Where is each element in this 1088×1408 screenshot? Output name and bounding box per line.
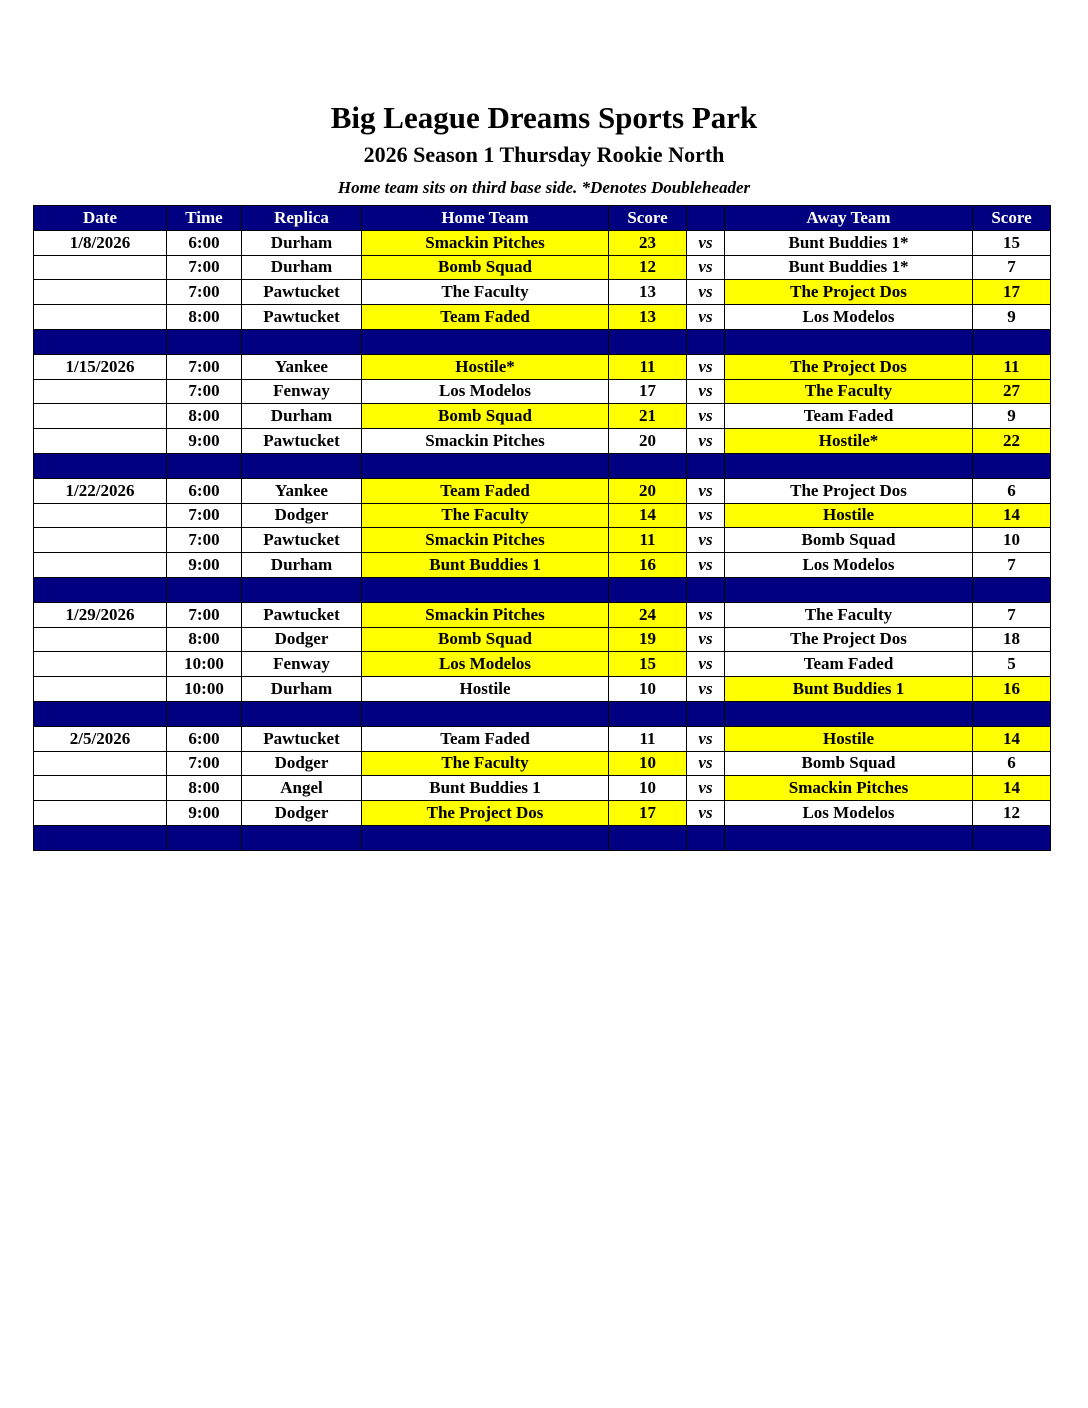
away-team-cell: Bomb Squad bbox=[725, 528, 973, 553]
table-row bbox=[34, 751, 1051, 776]
vs-cell: vs bbox=[687, 255, 725, 280]
home-team-cell: The Project Dos bbox=[362, 801, 609, 826]
vs-cell: vs bbox=[687, 230, 725, 255]
time-cell: 10:00 bbox=[167, 677, 242, 702]
table-row bbox=[34, 230, 1051, 255]
replica-field-cell: Fenway bbox=[242, 379, 362, 404]
away-team-cell: The Project Dos bbox=[725, 478, 973, 503]
separator-cell bbox=[362, 701, 609, 726]
replica-field-cell: Pawtucket bbox=[242, 280, 362, 305]
home-team-cell: Team Faded bbox=[362, 478, 609, 503]
away-score-cell: 7 bbox=[973, 553, 1051, 578]
week-separator-row bbox=[34, 577, 1051, 602]
table-row bbox=[34, 404, 1051, 429]
home-score-cell: 11 bbox=[609, 528, 687, 553]
date-cell bbox=[34, 528, 167, 553]
home-team-cell: Smackin Pitches bbox=[362, 429, 609, 454]
separator-cell bbox=[687, 825, 725, 850]
column-header-time: Time bbox=[167, 206, 242, 231]
away-score-cell: 27 bbox=[973, 379, 1051, 404]
date-cell bbox=[34, 503, 167, 528]
separator-cell bbox=[242, 825, 362, 850]
vs-cell: vs bbox=[687, 627, 725, 652]
time-cell: 6:00 bbox=[167, 726, 242, 751]
home-team-cell: Bomb Squad bbox=[362, 255, 609, 280]
column-header-vs bbox=[687, 206, 725, 231]
table-row bbox=[34, 379, 1051, 404]
home-team-cell: Team Faded bbox=[362, 726, 609, 751]
vs-cell: vs bbox=[687, 379, 725, 404]
vs-cell: vs bbox=[687, 354, 725, 379]
date-cell: 1/15/2026 bbox=[34, 354, 167, 379]
column-header-home-score: Score bbox=[609, 206, 687, 231]
separator-cell bbox=[725, 577, 973, 602]
time-cell: 6:00 bbox=[167, 478, 242, 503]
vs-cell: vs bbox=[687, 652, 725, 677]
home-score-cell: 13 bbox=[609, 305, 687, 330]
vs-cell: vs bbox=[687, 404, 725, 429]
separator-cell bbox=[362, 577, 609, 602]
home-team-cell: Smackin Pitches bbox=[362, 602, 609, 627]
away-score-cell: 10 bbox=[973, 528, 1051, 553]
separator-cell bbox=[362, 825, 609, 850]
replica-field-cell: Pawtucket bbox=[242, 726, 362, 751]
separator-cell bbox=[609, 701, 687, 726]
table-row bbox=[34, 354, 1051, 379]
column-header-replica: Replica bbox=[242, 206, 362, 231]
replica-field-cell: Pawtucket bbox=[242, 305, 362, 330]
separator-cell bbox=[609, 453, 687, 478]
home-team-cell: Bunt Buddies 1 bbox=[362, 776, 609, 801]
schedule-table bbox=[33, 205, 1051, 851]
away-team-cell: The Project Dos bbox=[725, 354, 973, 379]
table-row bbox=[34, 429, 1051, 454]
home-score-cell: 21 bbox=[609, 404, 687, 429]
away-team-cell: Los Modelos bbox=[725, 553, 973, 578]
away-score-cell: 16 bbox=[973, 677, 1051, 702]
away-score-cell: 14 bbox=[973, 776, 1051, 801]
away-team-cell: Bomb Squad bbox=[725, 751, 973, 776]
replica-field-cell: Dodger bbox=[242, 751, 362, 776]
replica-field-cell: Dodger bbox=[242, 801, 362, 826]
page-subtitle: 2026 Season 1 Thursday Rookie North bbox=[363, 142, 725, 167]
vs-cell: vs bbox=[687, 776, 725, 801]
vs-cell: vs bbox=[687, 429, 725, 454]
separator-cell bbox=[973, 825, 1051, 850]
replica-field-cell: Fenway bbox=[242, 652, 362, 677]
away-score-cell: 18 bbox=[973, 627, 1051, 652]
replica-field-cell: Durham bbox=[242, 553, 362, 578]
away-score-cell: 17 bbox=[973, 280, 1051, 305]
separator-cell bbox=[725, 453, 973, 478]
separator-cell bbox=[34, 453, 167, 478]
away-team-cell: Hostile bbox=[725, 726, 973, 751]
home-team-cell: Team Faded bbox=[362, 305, 609, 330]
home-score-cell: 11 bbox=[609, 726, 687, 751]
table-row bbox=[34, 503, 1051, 528]
separator-cell bbox=[362, 329, 609, 354]
separator-cell bbox=[362, 453, 609, 478]
away-score-cell: 22 bbox=[973, 429, 1051, 454]
table-row bbox=[34, 528, 1051, 553]
home-score-cell: 10 bbox=[609, 677, 687, 702]
home-score-cell: 10 bbox=[609, 776, 687, 801]
away-team-cell: Team Faded bbox=[725, 652, 973, 677]
column-header-home-team: Home Team bbox=[362, 206, 609, 231]
vs-cell: vs bbox=[687, 478, 725, 503]
away-team-cell: Team Faded bbox=[725, 404, 973, 429]
time-cell: 7:00 bbox=[167, 503, 242, 528]
away-score-cell: 7 bbox=[973, 255, 1051, 280]
home-score-cell: 17 bbox=[609, 801, 687, 826]
vs-cell: vs bbox=[687, 801, 725, 826]
time-cell: 9:00 bbox=[167, 553, 242, 578]
column-header-date: Date bbox=[34, 206, 167, 231]
week-separator-row bbox=[34, 701, 1051, 726]
separator-cell bbox=[34, 577, 167, 602]
date-cell: 2/5/2026 bbox=[34, 726, 167, 751]
replica-field-cell: Yankee bbox=[242, 354, 362, 379]
time-cell: 7:00 bbox=[167, 528, 242, 553]
replica-field-cell: Dodger bbox=[242, 503, 362, 528]
date-cell bbox=[34, 280, 167, 305]
separator-cell bbox=[725, 701, 973, 726]
separator-cell bbox=[609, 329, 687, 354]
home-score-cell: 17 bbox=[609, 379, 687, 404]
home-score-cell: 12 bbox=[609, 255, 687, 280]
vs-cell: vs bbox=[687, 602, 725, 627]
date-cell bbox=[34, 801, 167, 826]
schedule-body bbox=[34, 230, 1051, 850]
time-cell: 7:00 bbox=[167, 379, 242, 404]
separator-cell bbox=[167, 701, 242, 726]
time-cell: 10:00 bbox=[167, 652, 242, 677]
home-team-cell: Smackin Pitches bbox=[362, 528, 609, 553]
home-team-cell: Bunt Buddies 1 bbox=[362, 553, 609, 578]
home-score-cell: 20 bbox=[609, 429, 687, 454]
home-team-cell: Los Modelos bbox=[362, 652, 609, 677]
time-cell: 7:00 bbox=[167, 255, 242, 280]
separator-cell bbox=[34, 329, 167, 354]
page-title: Big League Dreams Sports Park bbox=[330, 100, 758, 135]
away-team-cell: Hostile bbox=[725, 503, 973, 528]
separator-cell bbox=[609, 577, 687, 602]
separator-cell bbox=[687, 329, 725, 354]
replica-field-cell: Durham bbox=[242, 404, 362, 429]
table-row bbox=[34, 553, 1051, 578]
home-team-cell: Smackin Pitches bbox=[362, 230, 609, 255]
separator-cell bbox=[167, 825, 242, 850]
home-score-cell: 23 bbox=[609, 230, 687, 255]
home-team-cell: Hostile bbox=[362, 677, 609, 702]
away-team-cell: Bunt Buddies 1 bbox=[725, 677, 973, 702]
vs-cell: vs bbox=[687, 553, 725, 578]
away-score-cell: 9 bbox=[973, 404, 1051, 429]
date-cell bbox=[34, 776, 167, 801]
separator-cell bbox=[687, 577, 725, 602]
table-row bbox=[34, 280, 1051, 305]
replica-field-cell: Pawtucket bbox=[242, 528, 362, 553]
header-row bbox=[34, 206, 1051, 231]
table-row bbox=[34, 776, 1051, 801]
away-team-cell: Bunt Buddies 1* bbox=[725, 230, 973, 255]
home-team-cell: Hostile* bbox=[362, 354, 609, 379]
time-cell: 7:00 bbox=[167, 280, 242, 305]
home-score-cell: 11 bbox=[609, 354, 687, 379]
date-cell bbox=[34, 379, 167, 404]
separator-cell bbox=[34, 701, 167, 726]
date-cell bbox=[34, 652, 167, 677]
vs-cell: vs bbox=[687, 280, 725, 305]
separator-cell bbox=[973, 453, 1051, 478]
away-team-cell: Los Modelos bbox=[725, 801, 973, 826]
away-team-cell: The Faculty bbox=[725, 379, 973, 404]
time-cell: 8:00 bbox=[167, 776, 242, 801]
separator-cell bbox=[609, 825, 687, 850]
week-separator-row bbox=[34, 453, 1051, 478]
separator-cell bbox=[242, 701, 362, 726]
separator-cell bbox=[242, 577, 362, 602]
vs-cell: vs bbox=[687, 305, 725, 330]
away-team-cell: The Faculty bbox=[725, 602, 973, 627]
table-row bbox=[34, 627, 1051, 652]
time-cell: 8:00 bbox=[167, 627, 242, 652]
away-score-cell: 15 bbox=[973, 230, 1051, 255]
date-cell bbox=[34, 429, 167, 454]
separator-cell bbox=[725, 329, 973, 354]
replica-field-cell: Yankee bbox=[242, 478, 362, 503]
date-cell bbox=[34, 553, 167, 578]
separator-cell bbox=[687, 701, 725, 726]
home-team-cell: The Faculty bbox=[362, 751, 609, 776]
separator-cell bbox=[725, 825, 973, 850]
separator-cell bbox=[167, 329, 242, 354]
home-team-cell: The Faculty bbox=[362, 503, 609, 528]
table-row bbox=[34, 478, 1051, 503]
away-score-cell: 11 bbox=[973, 354, 1051, 379]
separator-cell bbox=[34, 825, 167, 850]
replica-field-cell: Pawtucket bbox=[242, 602, 362, 627]
away-score-cell: 14 bbox=[973, 726, 1051, 751]
date-cell bbox=[34, 404, 167, 429]
away-team-cell: The Project Dos bbox=[725, 280, 973, 305]
away-team-cell: Hostile* bbox=[725, 429, 973, 454]
table-row bbox=[34, 305, 1051, 330]
separator-cell bbox=[973, 701, 1051, 726]
away-score-cell: 5 bbox=[973, 652, 1051, 677]
separator-cell bbox=[687, 453, 725, 478]
date-cell: 1/22/2026 bbox=[34, 478, 167, 503]
time-cell: 9:00 bbox=[167, 801, 242, 826]
separator-cell bbox=[242, 453, 362, 478]
away-team-cell: Smackin Pitches bbox=[725, 776, 973, 801]
date-cell bbox=[34, 627, 167, 652]
home-team-cell: Los Modelos bbox=[362, 379, 609, 404]
time-cell: 9:00 bbox=[167, 429, 242, 454]
away-score-cell: 9 bbox=[973, 305, 1051, 330]
away-score-cell: 7 bbox=[973, 602, 1051, 627]
column-header-away-team: Away Team bbox=[725, 206, 973, 231]
away-team-cell: Bunt Buddies 1* bbox=[725, 255, 973, 280]
away-score-cell: 12 bbox=[973, 801, 1051, 826]
time-cell: 8:00 bbox=[167, 305, 242, 330]
replica-field-cell: Dodger bbox=[242, 627, 362, 652]
table-row bbox=[34, 602, 1051, 627]
home-score-cell: 13 bbox=[609, 280, 687, 305]
replica-field-cell: Angel bbox=[242, 776, 362, 801]
date-cell bbox=[34, 305, 167, 330]
table-row bbox=[34, 801, 1051, 826]
home-score-cell: 16 bbox=[609, 553, 687, 578]
schedule-note: Home team sits on third base side. *Denotes Doubleheader bbox=[337, 178, 751, 197]
vs-cell: vs bbox=[687, 503, 725, 528]
date-cell bbox=[34, 751, 167, 776]
table-row bbox=[34, 677, 1051, 702]
home-score-cell: 24 bbox=[609, 602, 687, 627]
replica-field-cell: Pawtucket bbox=[242, 429, 362, 454]
week-separator-row bbox=[34, 329, 1051, 354]
away-team-cell: The Project Dos bbox=[725, 627, 973, 652]
home-team-cell: Bomb Squad bbox=[362, 627, 609, 652]
table-row bbox=[34, 726, 1051, 751]
home-score-cell: 20 bbox=[609, 478, 687, 503]
separator-cell bbox=[973, 577, 1051, 602]
home-team-cell: Bomb Squad bbox=[362, 404, 609, 429]
time-cell: 8:00 bbox=[167, 404, 242, 429]
home-team-cell: The Faculty bbox=[362, 280, 609, 305]
separator-cell bbox=[242, 329, 362, 354]
home-score-cell: 15 bbox=[609, 652, 687, 677]
date-cell: 1/8/2026 bbox=[34, 230, 167, 255]
date-cell bbox=[34, 677, 167, 702]
replica-field-cell: Durham bbox=[242, 230, 362, 255]
vs-cell: vs bbox=[687, 751, 725, 776]
home-score-cell: 19 bbox=[609, 627, 687, 652]
vs-cell: vs bbox=[687, 528, 725, 553]
time-cell: 7:00 bbox=[167, 751, 242, 776]
separator-cell bbox=[167, 453, 242, 478]
date-cell bbox=[34, 255, 167, 280]
home-score-cell: 10 bbox=[609, 751, 687, 776]
away-score-cell: 6 bbox=[973, 751, 1051, 776]
home-score-cell: 14 bbox=[609, 503, 687, 528]
vs-cell: vs bbox=[687, 677, 725, 702]
replica-field-cell: Durham bbox=[242, 255, 362, 280]
table-row bbox=[34, 255, 1051, 280]
time-cell: 7:00 bbox=[167, 354, 242, 379]
vs-cell: vs bbox=[687, 726, 725, 751]
separator-cell bbox=[167, 577, 242, 602]
away-team-cell: Los Modelos bbox=[725, 305, 973, 330]
time-cell: 6:00 bbox=[167, 230, 242, 255]
away-score-cell: 14 bbox=[973, 503, 1051, 528]
replica-field-cell: Durham bbox=[242, 677, 362, 702]
week-separator-row bbox=[34, 825, 1051, 850]
away-score-cell: 6 bbox=[973, 478, 1051, 503]
column-header-away-score: Score bbox=[973, 206, 1051, 231]
separator-cell bbox=[973, 329, 1051, 354]
date-cell: 1/29/2026 bbox=[34, 602, 167, 627]
time-cell: 7:00 bbox=[167, 602, 242, 627]
table-row bbox=[34, 652, 1051, 677]
